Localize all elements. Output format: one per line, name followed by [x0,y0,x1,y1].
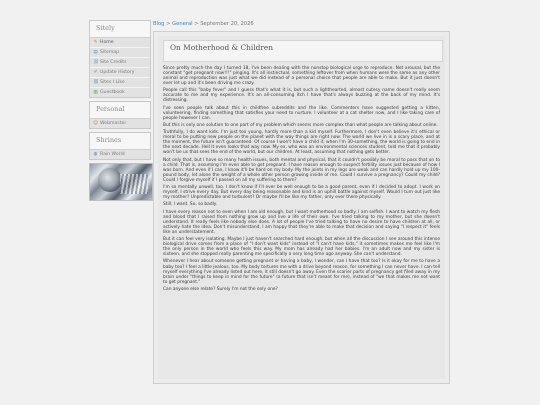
post-paragraph: Whenever I hear about someone getting pregnant or having a baby, I wonder, can I have that too? Is it okay for me to have a baby too? I feel a little jealous, too. My body tortures me with a drive beyond reason, for something I can never have. I can tell myself everything I've already listed out here, it still doesn't go away. Even the scarier parts of pregnancy get filed away in my brain under "things to keep in mind for the future" (a future that isn't meant for me), instead of "we that makes me not want to get pregnant." [163,259,440,285]
post-paragraph: Not only that, but I have so many health issues, both mental and physical, that it couldn't possibly be moral to pass that on to a child. That is, assuming I'm even able to get pregnant. I have reason enough to suspect fertility issues just because of how I was born. And even if I can, I know it'll be hard on my body. My the joints in my legs are weak and can hardly hold up my 100-pound body, let alone the weight of a whole other person growing inside of me. Could I survive a pregnancy? Could my child? Could I forgive myself if I passed on all my suffering to them? [163,157,440,183]
sidebar-item-label: Guestbook [100,90,125,95]
sidebar-item-guestbook[interactable] [90,87,150,97]
sidebar-item-label: Webmaster [100,121,127,126]
heart-link-icon: ⛓ [93,80,99,85]
sitemap-icon: ▤ [93,50,98,55]
shrines-box [89,132,151,160]
sidebar-artwork-image [89,163,153,201]
main-content [153,31,450,384]
post-paragraph: People call this "baby fever" and I guess that's what it is, but such a lighthearted, almost cutesy name doesn't really seem accurate to me and my experience. It's an all-consuming itch I have that's always buzzing at the back of my mind. It's distressing. [163,88,440,104]
sidebar-item-label: Sitemap [100,50,120,55]
sidebar-item-label: Update History [100,70,135,75]
post-body [158,62,445,292]
post-paragraph: But it can feel very isolating. Maybe I just haven't searched hard enough, but when all the discussion I see around this intense biological drive comes from a place of "I don't want kids" instead of "I can't have kids," it sometimes makes me feel like I'm the only person in the world who feels this way. My mom has already had her babies. I'm an adult now and my sister is sixteen, and she stopped really parenting me specifically a very long time ago anyway. She can't understand. [163,237,440,258]
shrines-title: Shrines [90,133,150,150]
post-paragraph: Since pretty much the day I turned 18, I've been dealing with the nonstop biological urge to reproduce. Not arousal, but the constant "get pregnant now!!!" pinging. It's all instinctual, something leftover from when humans were the same as any other animal and reproduction was just what we did instead of a personal choice that people are able to make. But it just doesn't ever let up and it's been driving me crazy. [163,66,440,87]
sidebar-item-webmaster[interactable] [90,119,150,128]
post-paragraph: I've seen people talk about this in childfree subreddits and the like. Commenters have suggested getting a kitten, volunteering, finding something that satisfies your need to nurture. I volunteer at a cat shelter now, and I like taking care of people however I can. [163,105,440,121]
site-title: Sitely [90,21,150,38]
post-title: On Motherhood & Children [163,40,443,62]
post-paragraph: I'm so mentally unwell, too. I don't know if I'll ever be well enough to be a good parent, even if I decided to adopt. I work on myself, I strive every day. But every day being reasonable and kind is an uphill battle against myself. Would I turn out just like my mother? Unpredictable and turbulent? Or maybe I'll be like my father, only ever there physically. [163,185,440,201]
sidebar-item-site-credits[interactable] [90,57,150,67]
sidebar-item-rain-world[interactable] [90,150,150,159]
pencil-icon: ✎ [93,40,98,45]
breadcrumb-separator: > [194,21,199,27]
post-paragraph: But this is only one solution to one part of my problem which seems more complex than what people are talking about online. [163,123,438,129]
post-container [158,36,445,379]
sidebar [89,20,151,201]
history-icon: ✐ [93,70,98,75]
sidebar-item-home[interactable] [90,38,150,47]
sidebar-item-update-history[interactable] [90,67,150,77]
post-paragraph: Can anyone else relate? Surely I'm not the only one? [163,286,278,292]
post-paragraph: I have every reason not to even when I am old enough, but I want motherhood so badly. I am selfish. I want to watch my flesh and blood that I raised from nothing grow up and live a life of their own. I've tried talking to my mother, but she doesn't understand. It really feels like nobody else does. A lot of people I've tried talking to have no desire to have children at all, or actively hate the idea. Don't misunderstand, I am happy that they're able to make that decision and saying "I respect it" feels like an understatement. [163,209,440,235]
sidebar-item-label: Site Credits [100,60,127,65]
breadcrumb-blog-link[interactable]: Blog [153,21,165,27]
breadcrumb-separator: > [166,21,171,27]
sidebar-item-sitemap[interactable] [90,47,150,57]
sidebar-item-label: Sites I Like [100,80,125,85]
user-icon: ☺ [93,121,98,126]
sidebar-item-label: Rain World [100,152,125,157]
globe-icon: ◍ [93,152,98,157]
site-nav-box [89,20,151,98]
sidebar-item-label: Home [100,40,114,45]
breadcrumb-date: September 20, 2026 [200,21,254,27]
post-paragraph: Still, I want. So, so badly. [163,202,218,208]
sidebar-item-sites-i-like[interactable] [90,77,150,87]
link-icon: ⛓ [93,60,99,65]
breadcrumb [153,21,254,27]
breadcrumb-category-link[interactable]: General [172,21,193,27]
book-icon: ▥ [93,90,98,95]
personal-title: Personal [90,102,150,119]
post-paragraph: Truthfully, I do want kids. I'm just too young, hardly more than a kid myself. Furthermore, I don't even believe it's ethical or moral to be putting new people on the planet with the way things are right now. The world we live in is a scary place, and at the moment, the future isn't guaranteed. Of course I won't have a child if, when I'm 30-something, the world is going to end in the next decade. Hell it even looks that way now. My ex, who was an environmental sciences student, told me that it probably won't be us that sees the end of the world, but our children. At least, assuming that nothing gets better. [163,130,440,156]
personal-box [89,101,151,129]
